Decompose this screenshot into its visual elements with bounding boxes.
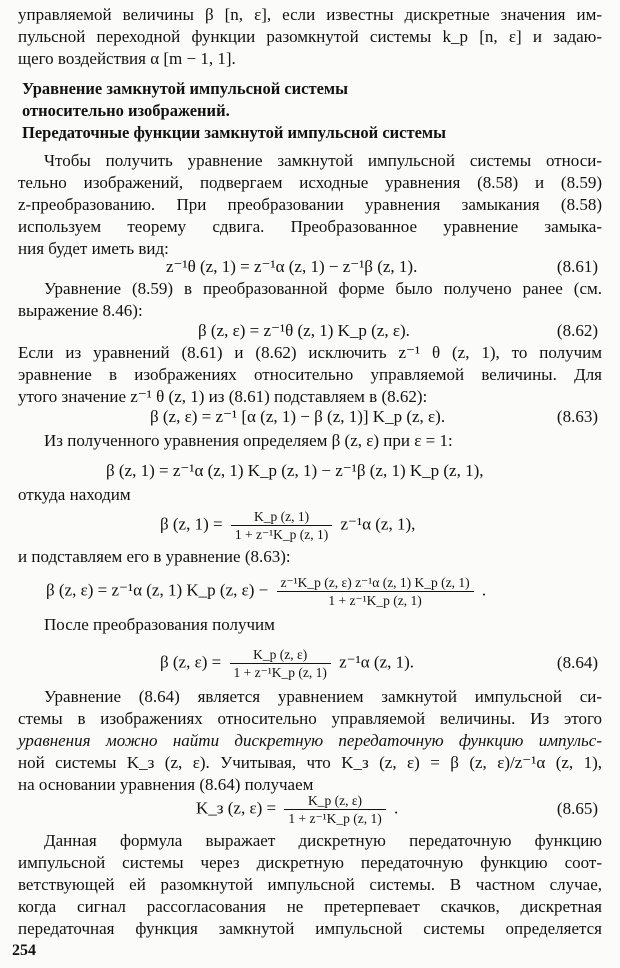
fraction xyxy=(231,508,332,543)
paragraph-5 xyxy=(18,484,602,506)
text-line: После преобразования получим xyxy=(44,615,275,634)
text-line: стемы в изображениях относительно управляемой величины. Из этого xyxy=(18,709,602,728)
equation-body xyxy=(160,646,414,681)
fraction xyxy=(284,792,385,827)
text-line: откуда находим xyxy=(18,485,131,504)
text-line: используем теорему сдвига. Преобразованное уравнение замыка- xyxy=(18,217,602,236)
paragraph-2 xyxy=(18,278,602,322)
equation-body: β (z, 1) = z⁻¹α (z, 1) K_р (z, 1) − z⁻¹β (z, 1) K_р (z, 1), xyxy=(106,461,484,480)
paragraph-7 xyxy=(18,614,602,636)
equation-body xyxy=(160,508,415,543)
equation-body xyxy=(196,792,398,827)
text-line: щего воздействия α [m − 1, 1]. xyxy=(18,49,236,68)
section-heading xyxy=(22,78,446,144)
equation-body: β (z, ε) = z⁻¹θ (z, 1) K_р (z, ε). xyxy=(198,321,410,340)
fraction-denominator: 1 + z⁻¹K_р (z, 1) xyxy=(328,593,422,608)
text-line: Если из уравнений (8.61) и (8.62) исключить z⁻¹ θ (z, 1), то получим xyxy=(18,343,602,362)
text-line: Чтобы получить уравнение замкнутой импульсной системы относи- xyxy=(44,151,602,170)
fraction-numerator: K_р (z, ε) xyxy=(284,792,385,810)
equation-substitution xyxy=(0,566,620,610)
fraction-numerator: K_р (z, 1) xyxy=(231,508,332,526)
paragraph-9 xyxy=(18,830,602,940)
fraction xyxy=(230,646,331,681)
equation-body: β (z, ε) = z⁻¹ [α (z, 1) − β (z, 1)] K_р (z, ε). xyxy=(150,407,446,426)
equation-lhs: β (z, ε) = z⁻¹α (z, 1) K_р (z, ε) − xyxy=(46,580,269,600)
intro-paragraph xyxy=(18,4,602,70)
equation-8-64 xyxy=(0,640,620,684)
paragraph-3 xyxy=(18,342,602,408)
paragraph-6 xyxy=(18,546,602,568)
text-line: Данная формула выражает дискретную передаточную функцию xyxy=(44,831,602,850)
fraction xyxy=(277,574,474,609)
text-line: тельно изображений, подвергаем исходные уравнения (8.58) и (8.59) xyxy=(18,173,602,192)
text-line: Уравнение (8.64) является уравнением замкнутой импульсной си- xyxy=(44,687,602,706)
heading-line: Передаточные функции замкнутой импульсной системы xyxy=(22,123,447,142)
text-line: и подставляем его в уравнение (8.63): xyxy=(18,547,291,566)
equation-number: (8.64) xyxy=(556,653,598,672)
text-line: когда сигнал рассогласования не претерпевает скачков, дискретная xyxy=(18,897,602,916)
equation-rhs: . xyxy=(481,580,487,600)
fraction-numerator: K_р (z, ε) xyxy=(230,646,331,664)
text-line: утого значение z⁻¹ θ (z, 1) из (8.61) подставляем в (8.62): xyxy=(18,387,428,406)
text-line: пульсной переходной функции разомкнутой системы k_р [n, ε] и задаю- xyxy=(18,27,602,46)
text-line: эравнение в изображениях относительно управляемой величины. Для xyxy=(18,365,602,384)
paragraph-1 xyxy=(18,150,602,260)
text-line: импульсной системы через дискретную передаточную функцию соот- xyxy=(18,853,602,872)
heading-line: Уравнение замкнутой импульсной системы xyxy=(22,79,349,98)
equation-number: (8.65) xyxy=(556,799,598,818)
text-line: уравнения можно найти дискретную передаточную функцию импульс- xyxy=(18,731,602,750)
fraction-denominator: 1 + z⁻¹K_р (z, 1) xyxy=(288,811,382,826)
text-line: выражение 8.46): xyxy=(18,301,143,320)
fraction-numerator: z⁻¹K_р (z, ε) z⁻¹α (z, 1) K_р (z, 1) xyxy=(277,574,474,592)
heading-line: относительно изображений. xyxy=(22,101,230,120)
equation-beta-z-1-solved xyxy=(0,504,620,544)
equation-8-65 xyxy=(0,784,620,830)
text-line: Уравнение (8.59) в преобразованной форме было получено ранее (см. xyxy=(44,279,602,298)
equation-lhs: β (z, ε) = xyxy=(160,652,222,672)
paragraph-4 xyxy=(18,430,602,452)
equation-rhs: z⁻¹α (z, 1), xyxy=(340,514,416,534)
text-line: ния будет иметь вид: xyxy=(18,239,169,258)
text-line: управляемой величины β [n, ε], если известны дискретные значения им- xyxy=(18,5,602,24)
equation-body: z⁻¹θ (z, 1) = z⁻¹α (z, 1) − z⁻¹β (z, 1). xyxy=(166,257,418,276)
equation-number: (8.63) xyxy=(556,407,598,426)
equation-lhs: K_з (z, ε) = xyxy=(196,798,277,818)
equation-number: (8.61) xyxy=(556,257,598,276)
page-number: 254 xyxy=(12,942,36,959)
fraction-denominator: 1 + z⁻¹K_р (z, 1) xyxy=(233,665,327,680)
text-line: на основании уравнения (8.64) получаем xyxy=(18,775,314,794)
text-line: Из полученного уравнения определяем β (z, ε) при ε = 1: xyxy=(44,431,453,450)
fraction-denominator: 1 + z⁻¹K_р (z, 1) xyxy=(234,527,329,542)
equation-body xyxy=(46,574,486,609)
equation-rhs: z⁻¹α (z, 1). xyxy=(339,652,415,672)
equation-lhs: β (z, 1) = xyxy=(160,514,223,534)
text-line: ветствующей ей разомкнутой импульсной системы. В частном случае, xyxy=(18,875,602,894)
text-line: z-преобразованию. При преобразовании уравнения замыкания (8.58) xyxy=(18,195,602,214)
paragraph-8 xyxy=(18,686,602,796)
equation-rhs: . xyxy=(393,798,399,818)
text-line: ной системы K_з (z, ε). Учитывая, что K_з (z, ε) = β (z, ε)/z⁻¹α (z, 1), xyxy=(18,753,602,772)
text-line: передаточная функция замкнутой импульсной системы определяется xyxy=(18,919,602,938)
equation-number: (8.62) xyxy=(556,321,598,340)
